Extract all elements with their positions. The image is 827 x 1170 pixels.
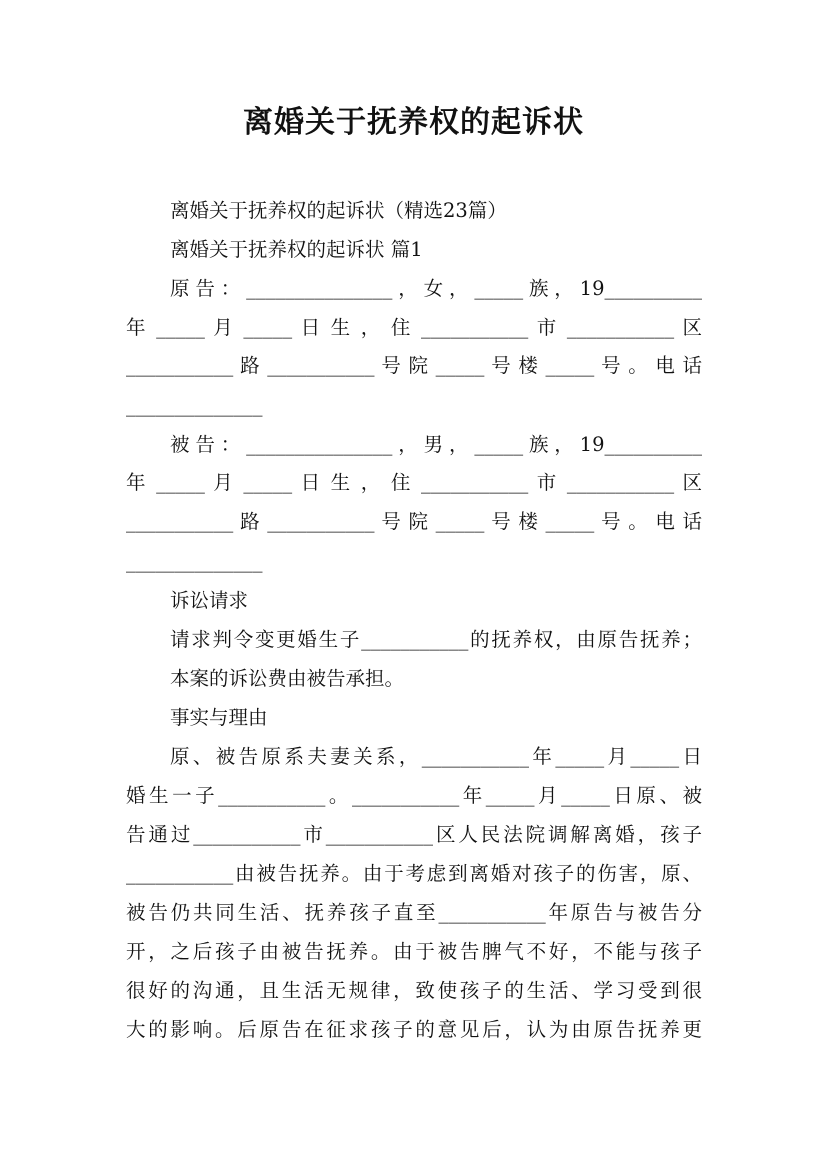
facts-heading: 事实与理由 [170,706,268,729]
section-heading: 离婚关于抚养权的起诉状 篇1 [170,238,423,261]
plaintiff-line-3: ___________ 路 ___________ 号 院 _____ 号 楼 _____ 号 。 电 话 [126,354,702,377]
defendant-line-1: 被告：_______________，男，_____族，19__________ [170,433,702,456]
facts-line-7: 很好的沟通，且生活无规律，致使孩子的生活、学习受到很 [126,979,702,1002]
plaintiff-line-1: 原告：_______________，女，_____族，19__________ [170,277,702,300]
subtitle-line: 离婚关于抚养权的起诉状（精选23篇） [170,199,507,222]
claims-heading: 诉讼请求 [170,589,249,612]
facts-line-4: ___________由被告抚养。由于考虑到离婚对孩子的伤害，原、 [126,862,702,885]
defendant-line-3: ___________ 路 ___________ 号 院 _____ 号 楼 _____ 号 。 电 话 [126,510,702,533]
facts-line-6: 开，之后孩子由被告抚养。由于被告脾气不好，不能与孩子 [126,940,702,963]
claim-line-1: 请求判令变更婚生子___________的抚养权，由原告抚养； [170,628,702,651]
plaintiff-line-4: ______________ [126,394,263,417]
defendant-line-2: 年 _____ 月 _____ 日 生 ， 住 ___________ 市 ___________ 区 [126,471,702,494]
facts-line-3: 告通过___________市___________区人民法院调解离婚，孩子 [126,823,702,846]
claim-line-2: 本案的诉讼费由被告承担。 [170,667,405,690]
defendant-line-4: ______________ [126,550,263,573]
facts-line-8: 大的影响。后原告在征求孩子的意见后，认为由原告抚养更 [126,1018,702,1041]
document-title: 离婚关于抚养权的起诉状 [243,105,584,140]
facts-line-5: 被告仍共同生活、抚养孩子直至___________年原告与被告分 [126,901,702,924]
plaintiff-line-2: 年 _____ 月 _____ 日 生 ， 住 ___________ 市 ___________ 区 [126,316,702,339]
facts-line-2: 婚生一子___________。___________年_____月_____日原、被 [126,784,702,807]
facts-line-1: 原、被告原系夫妻关系，___________年_____月_____日 [170,745,702,768]
